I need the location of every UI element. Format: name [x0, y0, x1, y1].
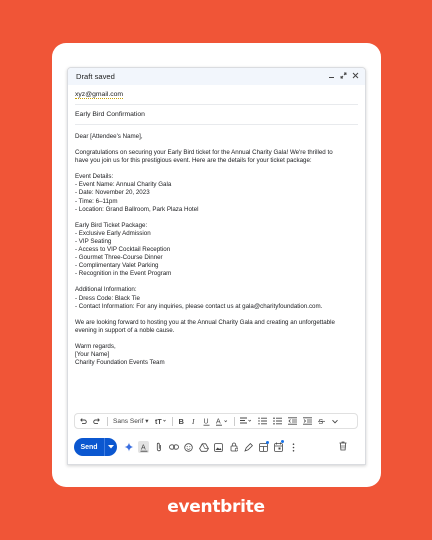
more-formatting-icon[interactable] — [332, 419, 338, 424]
package-item: - Exclusive Early Admission — [75, 229, 151, 237]
font-select-label: Sans Serif — [113, 418, 144, 425]
subject-text[interactable]: Early Bird Confirmation — [75, 111, 145, 118]
additional-heading: Additional Information: — [75, 286, 137, 294]
font-size-icon[interactable] — [155, 417, 166, 425]
new-feature-dot — [266, 441, 269, 444]
eventbrite-logo: eventbrite — [167, 497, 265, 517]
svg-text:I: I — [191, 417, 195, 425]
package-heading: Early Bird Ticket Package: — [75, 221, 148, 229]
confidential-lock-icon[interactable] — [228, 442, 239, 452]
message-body[interactable] — [68, 125, 365, 367]
indent-less-icon[interactable] — [288, 417, 297, 425]
expand-icon[interactable] — [340, 72, 347, 81]
strikethrough-icon[interactable] — [318, 417, 326, 425]
compose-actions-bar — [74, 438, 358, 456]
send-options-button[interactable] — [104, 438, 117, 456]
more-options-icon[interactable] — [288, 443, 299, 452]
compose-title: Draft saved — [76, 72, 115, 81]
toolbar-divider — [107, 417, 108, 426]
formatting-toolbar — [74, 413, 358, 429]
event-detail-item: - Time: 6–11pm — [75, 197, 118, 205]
font-select[interactable]: Sans Serif ▾ — [113, 418, 149, 425]
package-item: - Access to VIP Cocktail Reception — [75, 246, 171, 254]
package-item: - VIP Seating — [75, 237, 112, 245]
svg-text:U: U — [203, 418, 209, 425]
signoff-line: Charity Foundation Events Team — [75, 359, 165, 367]
svg-text:B: B — [178, 417, 184, 425]
svg-text:S: S — [318, 419, 323, 425]
underline-icon[interactable] — [203, 417, 210, 426]
svg-text:tT: tT — [154, 419, 162, 425]
drive-icon[interactable] — [198, 443, 209, 452]
package-item: - Gourmet Three-Course Dinner — [75, 254, 163, 262]
toolbar-divider — [172, 417, 173, 426]
additional-item: - Contact Information: For any inquiries, please contact us at gala@charityfoundation.com. — [75, 302, 323, 310]
compose-window — [67, 67, 366, 465]
greeting: Dear [Attendee's Name], — [75, 133, 143, 140]
gemini-icon[interactable] — [123, 442, 134, 452]
event-detail-item: - Date: November 20, 2023 — [75, 189, 150, 197]
closing-line: evening in support of a noble cause. — [75, 326, 175, 334]
new-feature-dot — [281, 440, 284, 443]
insert-photo-icon[interactable] — [213, 443, 224, 452]
compose-title-bar — [68, 68, 365, 85]
numbered-list-icon[interactable] — [258, 417, 267, 425]
bold-icon[interactable] — [178, 417, 185, 425]
to-field[interactable] — [75, 85, 358, 105]
signoff-line: [Your Name] — [75, 350, 110, 358]
to-recipient[interactable]: xyz@gmail.com — [75, 90, 124, 98]
emoji-icon[interactable] — [183, 443, 194, 452]
package-item: - Complimentary Valet Parking — [75, 262, 159, 270]
package-item: - Recognition in the Event Program — [75, 270, 172, 278]
event-details-heading: Event Details: — [75, 173, 114, 181]
send-button-group — [74, 438, 117, 456]
layouts-icon[interactable] — [258, 443, 269, 452]
link-icon[interactable] — [168, 444, 179, 450]
send-button[interactable]: Send — [74, 438, 104, 456]
align-icon[interactable] — [240, 417, 252, 425]
redo-icon[interactable] — [93, 417, 101, 425]
svg-text:A: A — [215, 418, 221, 425]
formatting-options-icon[interactable] — [138, 441, 149, 453]
intro-line: have you join us for this prestigious event. Here are the details for your ticket package: — [75, 157, 312, 165]
minimize-icon[interactable] — [328, 72, 335, 81]
indent-more-icon[interactable] — [303, 417, 312, 425]
closing-line: We are looking forward to hosting you at the Annual Charity Gala and creating an unforgettable — [75, 318, 335, 326]
close-icon[interactable] — [352, 72, 359, 81]
undo-icon[interactable] — [79, 417, 87, 425]
intro-line: Congratulations on securing your Early Bird ticket for the Annual Charity Gala! We're thrilled to — [75, 149, 333, 157]
additional-item: - Dress Code: Black Tie — [75, 294, 140, 302]
italic-icon[interactable] — [191, 417, 197, 425]
text-color-icon[interactable] — [216, 417, 228, 426]
signoff-line: Warm regards, — [75, 342, 116, 350]
event-detail-item: - Event Name: Annual Charity Gala — [75, 181, 172, 189]
svg-text:A: A — [140, 444, 146, 451]
bulleted-list-icon[interactable] — [273, 417, 282, 425]
event-detail-item: - Location: Grand Ballroom, Park Plaza Hotel — [75, 205, 199, 213]
toolbar-divider — [234, 417, 235, 426]
attach-icon[interactable] — [153, 442, 164, 452]
discard-draft-icon[interactable] — [337, 441, 348, 451]
signature-pen-icon[interactable] — [243, 443, 254, 452]
chevron-down-icon — [108, 445, 114, 449]
schedule-event-icon[interactable] — [273, 442, 284, 452]
subject-field[interactable] — [75, 105, 358, 125]
